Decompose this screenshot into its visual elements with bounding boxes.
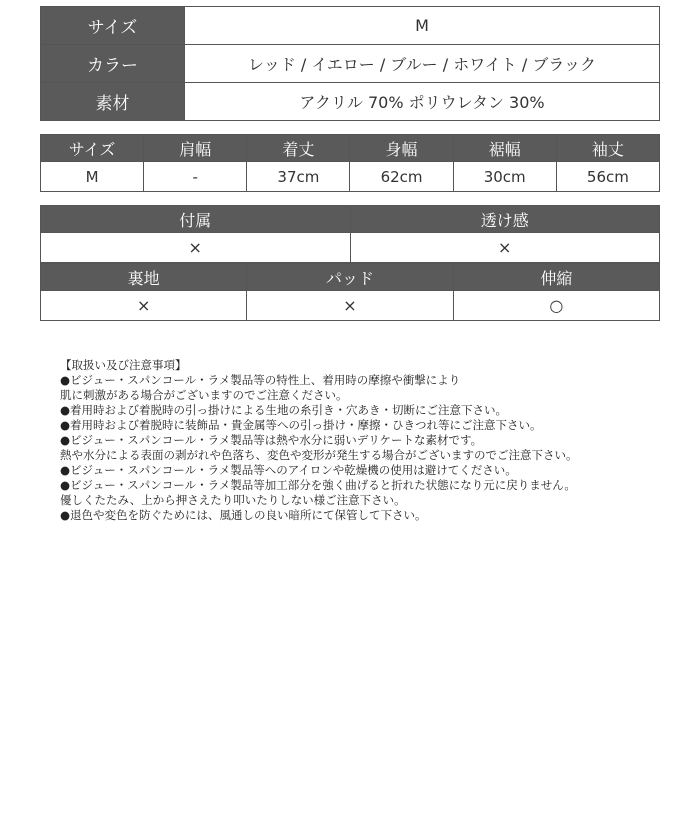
color-value: レッド / イエロー / ブルー / ホワイト / ブラック — [185, 45, 660, 83]
value-stretch: ○ — [453, 291, 659, 321]
note-line: ●着用時および着脱時の引っ掛けによる生地の糸引き・穴あき・切断にご注意下さい。 — [60, 403, 508, 417]
header-chest: 身幅 — [350, 135, 453, 162]
note-line: ●ビジュー・スパンコール・ラメ製品等は熱や水分に弱いデリケートな素材です。 — [60, 433, 483, 447]
care-notes — [60, 358, 660, 523]
measurement-table — [40, 134, 660, 192]
value-accessories: × — [41, 233, 351, 263]
value-lining: × — [41, 291, 247, 321]
spec-row-material — [41, 83, 660, 121]
note-line: ●退色や変色を防ぐためには、風通しの良い暗所にて保管して下さい。 — [60, 508, 427, 522]
feature-top-value-row — [41, 233, 660, 263]
size-label: サイズ — [41, 7, 185, 45]
feature-bottom-value-row — [41, 291, 660, 321]
header-hem: 裾幅 — [453, 135, 556, 162]
spec-row-color — [41, 45, 660, 83]
header-stretch: 伸縮 — [453, 264, 659, 291]
material-label: 素材 — [41, 83, 185, 121]
header-accessories: 付属 — [41, 206, 351, 233]
note-line: ●ビジュー・スパンコール・ラメ製品等へのアイロンや乾燥機の使用は避けてください。 — [60, 463, 517, 477]
notes-heading: 【取扱い及び注意事項】 — [60, 358, 187, 372]
feature-bottom-header-row — [41, 264, 660, 291]
header-length: 着丈 — [247, 135, 350, 162]
header-lining: 裏地 — [41, 264, 247, 291]
note-line: 優しくたたみ、上から押さえたり叩いたりしない様ご注意下さい。 — [60, 493, 406, 507]
color-label: カラー — [41, 45, 185, 83]
header-shoulder: 肩幅 — [144, 135, 247, 162]
value-shoulder: - — [144, 162, 247, 192]
value-sheerness: × — [350, 233, 660, 263]
value-sleeve: 56cm — [556, 162, 659, 192]
note-line: ●ビジュー・スパンコール・ラメ製品等の特性上、着用時の摩擦や衝撃により — [60, 373, 461, 387]
spec-table — [40, 6, 660, 121]
material-value: アクリル 70% ポリウレタン 30% — [185, 83, 660, 121]
value-padding: × — [247, 291, 453, 321]
feature-table-top — [40, 205, 660, 263]
value-size: M — [41, 162, 144, 192]
feature-top-header-row — [41, 206, 660, 233]
value-hem: 30cm — [453, 162, 556, 192]
note-line: ●着用時および着脱時に装飾品・貴金属等への引っ掛け・摩擦・ひきつれ等にご注意下さい。 — [60, 418, 542, 432]
header-sleeve: 袖丈 — [556, 135, 659, 162]
header-padding: パッド — [247, 264, 453, 291]
measurement-header-row — [41, 135, 660, 162]
measurement-value-row — [41, 162, 660, 192]
spec-row-size — [41, 7, 660, 45]
size-value: M — [185, 7, 660, 45]
header-size: サイズ — [41, 135, 144, 162]
note-line: 熱や水分による表面の剥がれや色落ち、変色や変形が発生する場合がございますのでご注意下さい。 — [60, 448, 578, 462]
note-line: ●ビジュー・スパンコール・ラメ製品等加工部分を強く曲げると折れた状態になり元に戻りません。 — [60, 478, 576, 492]
value-chest: 62cm — [350, 162, 453, 192]
value-length: 37cm — [247, 162, 350, 192]
header-sheerness: 透け感 — [350, 206, 660, 233]
feature-table-bottom — [40, 263, 660, 321]
note-line: 肌に刺激がある場合がございますのでご注意ください。 — [60, 388, 348, 402]
